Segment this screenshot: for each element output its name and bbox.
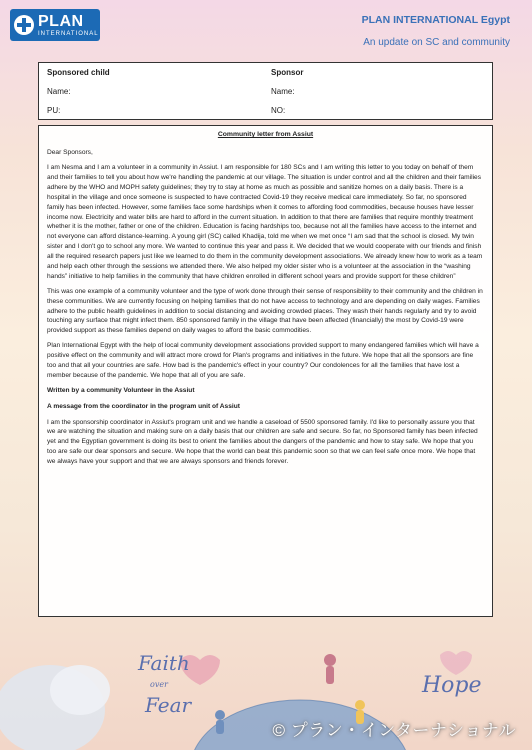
faith-text: Faith bbox=[138, 651, 190, 675]
letter-paragraph: Plan International Egypt with the help of local community development associations provided support to many endangered families which will have a positive effect on the community and will attract more crowd for Plan's programs and initiatives in the future. We hope that all the sponsors are fine too and that all your countries are safe. How bad is the pandemic's effect in your country? Our condolences for all the families that have lost a member because of the pandemic. We hope that all of you are safe. bbox=[47, 342, 479, 379]
signature: Written by a community Volunteer in the Assiut bbox=[47, 386, 195, 394]
pu-label: PU: bbox=[47, 106, 61, 115]
logo-subtext: INTERNATIONAL bbox=[38, 30, 99, 37]
sponsor-info-box bbox=[38, 62, 493, 120]
letter-title: Community letter from Assiut bbox=[217, 131, 314, 138]
letter-paragraph: I am Nesma and I am a volunteer in a community in Assiut. I am responsible for 180 SCs and I am writing this letter to you today on behalf of them and their families to tell you about how we're handling the pandemic at our village. The situation is under control and all the children and their families adhere by the WHO and MOPH safety guidelines; they try to stay at home as much as possible and sanitize homes on a daily basis. There is a hospital in the village and once someone is suspected to have contracted Covid-19 they receive medical care immediately. So far, no sponsored family has been infected. However, some families face some hardships when it comes to affording food commodities, because houses have lesser income now. Electricity and water bills are hard to afford in the current situation. In addition to that there are families that require monthly treatment whether it is the mother, father or one of the children. Education is facing hardships too, because not all the families have access to the internet and not everyone can afford distance-learning. A young girl (SC) called Khadija, told me when we met once “I am sad that the school is closed. My twin sister and I don't go to school any more. We wanted to continue this year and pass it. We decided that we would cooperate with our friends and finish all the required research papers just like we learned to do them in the community development associations. We already knew how to work as a team and help each other through the sessions we attended there. We also helped my older sister who is a volunteer at the association in the “washing hands” initiative to help families in the community that have children enrolled in different school years and provide support for these children” bbox=[47, 164, 483, 280]
person-figure bbox=[215, 710, 225, 720]
heart-icon bbox=[440, 651, 472, 675]
hope-text: Hope bbox=[422, 673, 482, 698]
plan-logo bbox=[10, 9, 100, 41]
coordinator-heading: A message from the coordinator in the program unit of Assiut bbox=[47, 402, 240, 410]
greeting: Dear Sponsors, bbox=[47, 149, 93, 157]
letter-box bbox=[38, 125, 493, 617]
logo-text: PLAN bbox=[38, 12, 84, 30]
sponsor-name-label: Name: bbox=[271, 87, 295, 96]
no-label: NO: bbox=[271, 106, 286, 115]
person-figure bbox=[355, 700, 365, 710]
over-text: over bbox=[150, 680, 168, 689]
coordinator-paragraph: I am the sponsorship coordinator in Assiut's program unit and we handle a caseload of 5500 sponsored family. I'd like to personally assure you that we are watching the situation and making sure on a daily basis that our children are safe and secure. So far, no Sponsored family has been infected yet and the Egyptian government is doing its best to orient the families about the dangers of the pandemic and how to stay safe. We hope that you too are safe our dear sponsors and secure. We hope that the world can beat this pandemic soon so that we can feel safe once more. We hope that we always have your support and that we are always sponsors and friends forever. bbox=[47, 418, 478, 466]
sponsored-child-label: Sponsored child bbox=[47, 68, 110, 77]
plus-icon bbox=[14, 15, 34, 35]
person-figure bbox=[324, 654, 336, 666]
letter-paragraph: This was one example of a community volunteer and the type of work done through their sense of responsibility to their community and the children in these communities. We are currently focusing on helping families that do not have access to technology and are depending on daily wages. Families adhere to the public health guidelines in addition to social distancing and avoiding crowded places. They wash their hands regularly and try to avoid touching any surface that might infect them. 850 sponsored family in the village that have been affected (financially) the most by Covid-19 were provided support as these families depend on daily wages to afford the basic commodities. bbox=[47, 287, 483, 335]
header-subtitle: An update on SC and community bbox=[363, 37, 510, 48]
child-name-label: Name: bbox=[47, 87, 71, 96]
header-title: PLAN INTERNATIONAL Egypt bbox=[361, 14, 510, 26]
copyright-text: © プラン・インターナショナル bbox=[272, 721, 516, 740]
fear-text: Fear bbox=[145, 693, 192, 717]
cloud-figure bbox=[50, 665, 110, 715]
sponsor-label: Sponsor bbox=[271, 68, 304, 77]
